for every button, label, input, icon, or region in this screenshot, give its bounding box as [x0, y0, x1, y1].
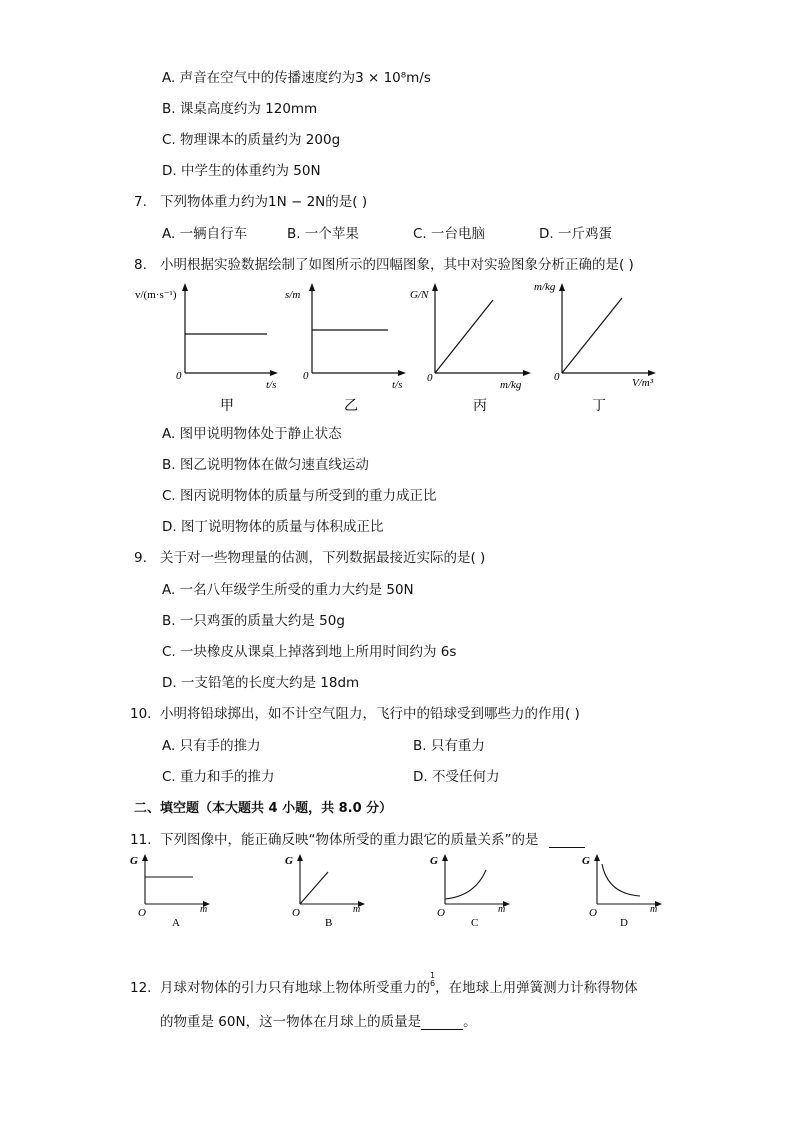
- q8-graphs: [130, 280, 670, 415]
- q8-option-a: A. 图甲说明物体处于静止状态: [162, 426, 342, 442]
- q9-number: 9.: [134, 550, 147, 566]
- q8-ding-origin: 0: [554, 371, 560, 383]
- q8-graph-bing: [410, 283, 531, 391]
- q8-text: 小明根据实验数据绘制了如图所示的四幅图象，其中对实验图象分析正确的是( ): [160, 257, 634, 273]
- q8-ding-ylabel: m/kg: [534, 281, 556, 293]
- q11-b-origin: O: [292, 907, 300, 919]
- q10-option-b: B. 只有重力: [413, 738, 485, 754]
- q8-stem: [134, 253, 634, 273]
- q6-option-d: D. 中学生的体重约为 50N: [162, 163, 321, 179]
- q7-option-a: A. 一辆自行车: [162, 226, 248, 242]
- q9-option-a: A. 一名八年级学生所受的重力大约是 50N: [162, 582, 414, 598]
- q7-number: 7.: [134, 194, 147, 210]
- q11-caption-d: D: [620, 917, 628, 929]
- q11-graphs: [120, 852, 670, 932]
- q11-c-origin: O: [437, 907, 445, 919]
- q12-line2: [160, 1010, 477, 1030]
- q8-bing-xlabel: m/kg: [500, 379, 522, 391]
- q8-bing-ylabel: G/N: [410, 289, 429, 301]
- q8-bing-line: [435, 300, 493, 373]
- q12-number: 12.: [130, 980, 152, 996]
- q10-option-c: C. 重力和手的推力: [162, 769, 275, 785]
- q11-graph-b: [285, 854, 365, 929]
- q8-number: 8.: [134, 257, 147, 273]
- q8-caption-yi: 乙: [344, 399, 358, 414]
- q8-yi-ylabel: s/m: [285, 289, 301, 301]
- q8-option-c: C. 图丙说明物体的质量与所受到的重力成正比: [162, 488, 437, 504]
- q10-stem: [130, 702, 580, 722]
- q8-option-d: D. 图丁说明物体的质量与体积成正比: [162, 519, 384, 535]
- q11-c-ylabel: G: [430, 855, 438, 867]
- q8-bing-origin: 0: [427, 372, 433, 384]
- q11-d-xlabel: m: [650, 904, 658, 915]
- q8-jia-xlabel: t/s: [266, 379, 277, 391]
- q6-option-b: B. 课桌高度约为 120mm: [162, 101, 318, 117]
- q11-a-origin: O: [138, 907, 146, 919]
- q8-caption-ding: 丁: [592, 399, 606, 414]
- section-fill-in-heading: 二、填空题（本大题共 4 小题，共 8.0 分）: [134, 801, 393, 816]
- q7-text: 下列物体重力约为1N − 2N的是( ): [160, 194, 368, 210]
- q9-option-b: B. 一只鸡蛋的质量大约是 50g: [162, 613, 345, 629]
- q8-graph-yi: [285, 283, 406, 391]
- q10-option-a: A. 只有手的推力: [162, 738, 261, 754]
- q7-option-b: B. 一个苹果: [287, 226, 359, 242]
- q8-caption-jia: 甲: [220, 399, 234, 414]
- q12-text-3: 的物重是 60N，这一物体在月球上的质量是: [160, 1014, 422, 1030]
- q12-stem: [130, 972, 638, 996]
- q7-option-d: D. 一斤鸡蛋: [539, 226, 612, 242]
- q11-b-xlabel: m: [353, 904, 361, 915]
- q12-answer-blank[interactable]: [421, 1015, 463, 1030]
- q11-a-xlabel: m: [200, 904, 208, 915]
- q8-option-b: B. 图乙说明物体在做匀速直线运动: [162, 457, 369, 473]
- q6-option-a: A. 声音在空气中的传播速度约为3 × 10⁸m/s: [162, 70, 431, 86]
- q11-caption-a: A: [172, 917, 180, 929]
- q8-ding-xlabel: V/m³: [632, 377, 654, 389]
- q8-yi-xlabel: t/s: [392, 379, 403, 391]
- q11-caption-c: C: [471, 917, 479, 929]
- q11-stem: [130, 828, 585, 848]
- q12-fraction-num: 1: [430, 971, 436, 980]
- q9-text: 关于对一些物理量的估测，下列数据最接近实际的是( ): [160, 550, 486, 566]
- q11-answer-blank[interactable]: [549, 833, 585, 848]
- q11-text: 下列图像中，能正确反映“物体所受的重力跟它的质量关系”的是: [160, 832, 539, 848]
- q12-text-2: ，在地球上用弹簧测力计称得物体: [435, 980, 638, 996]
- q12-text-1: 月球对物体的引力只有地球上物体所受重力的: [160, 980, 430, 996]
- q11-graph-d: [582, 854, 662, 929]
- q8-ding-line: [562, 298, 622, 373]
- q12-text-end: 。: [463, 1014, 477, 1030]
- q10-option-d: D. 不受任何力: [413, 769, 500, 785]
- q11-graph-c: [430, 854, 510, 929]
- q11-d-ylabel: G: [582, 855, 590, 867]
- q8-graph-ding: [534, 281, 656, 389]
- q9-option-d: D. 一支铅笔的长度大约是 18dm: [162, 675, 360, 691]
- q8-graph-jia: [135, 283, 278, 391]
- q8-caption-bing: 丙: [473, 399, 487, 414]
- q7-stem: [134, 190, 367, 210]
- q11-graph-a: [130, 854, 210, 929]
- q8-jia-ylabel: v/(m·s⁻¹): [135, 289, 177, 301]
- q10-text: 小明将铅球掷出，如不计空气阻力，飞行中的铅球受到哪些力的作用( ): [160, 706, 580, 722]
- q11-d-origin: O: [589, 907, 597, 919]
- q8-yi-origin: 0: [303, 370, 309, 382]
- q11-a-ylabel: G: [130, 855, 138, 867]
- q7-option-c: C. 一台电脑: [413, 226, 486, 242]
- q8-jia-origin: 0: [176, 370, 182, 382]
- q11-c-xlabel: m: [498, 904, 506, 915]
- q10-number: 10.: [130, 706, 152, 722]
- q6-option-c: C. 物理课本的质量约为 200g: [162, 132, 341, 148]
- q11-number: 11.: [130, 832, 152, 848]
- q9-option-c: C. 一块橡皮从课桌上掉落到地上所用时间约为 6s: [162, 644, 457, 660]
- q9-stem: [134, 546, 485, 566]
- q11-caption-b: B: [325, 917, 333, 929]
- q12-fraction-den: 6: [430, 979, 436, 988]
- q11-b-ylabel: G: [285, 855, 293, 867]
